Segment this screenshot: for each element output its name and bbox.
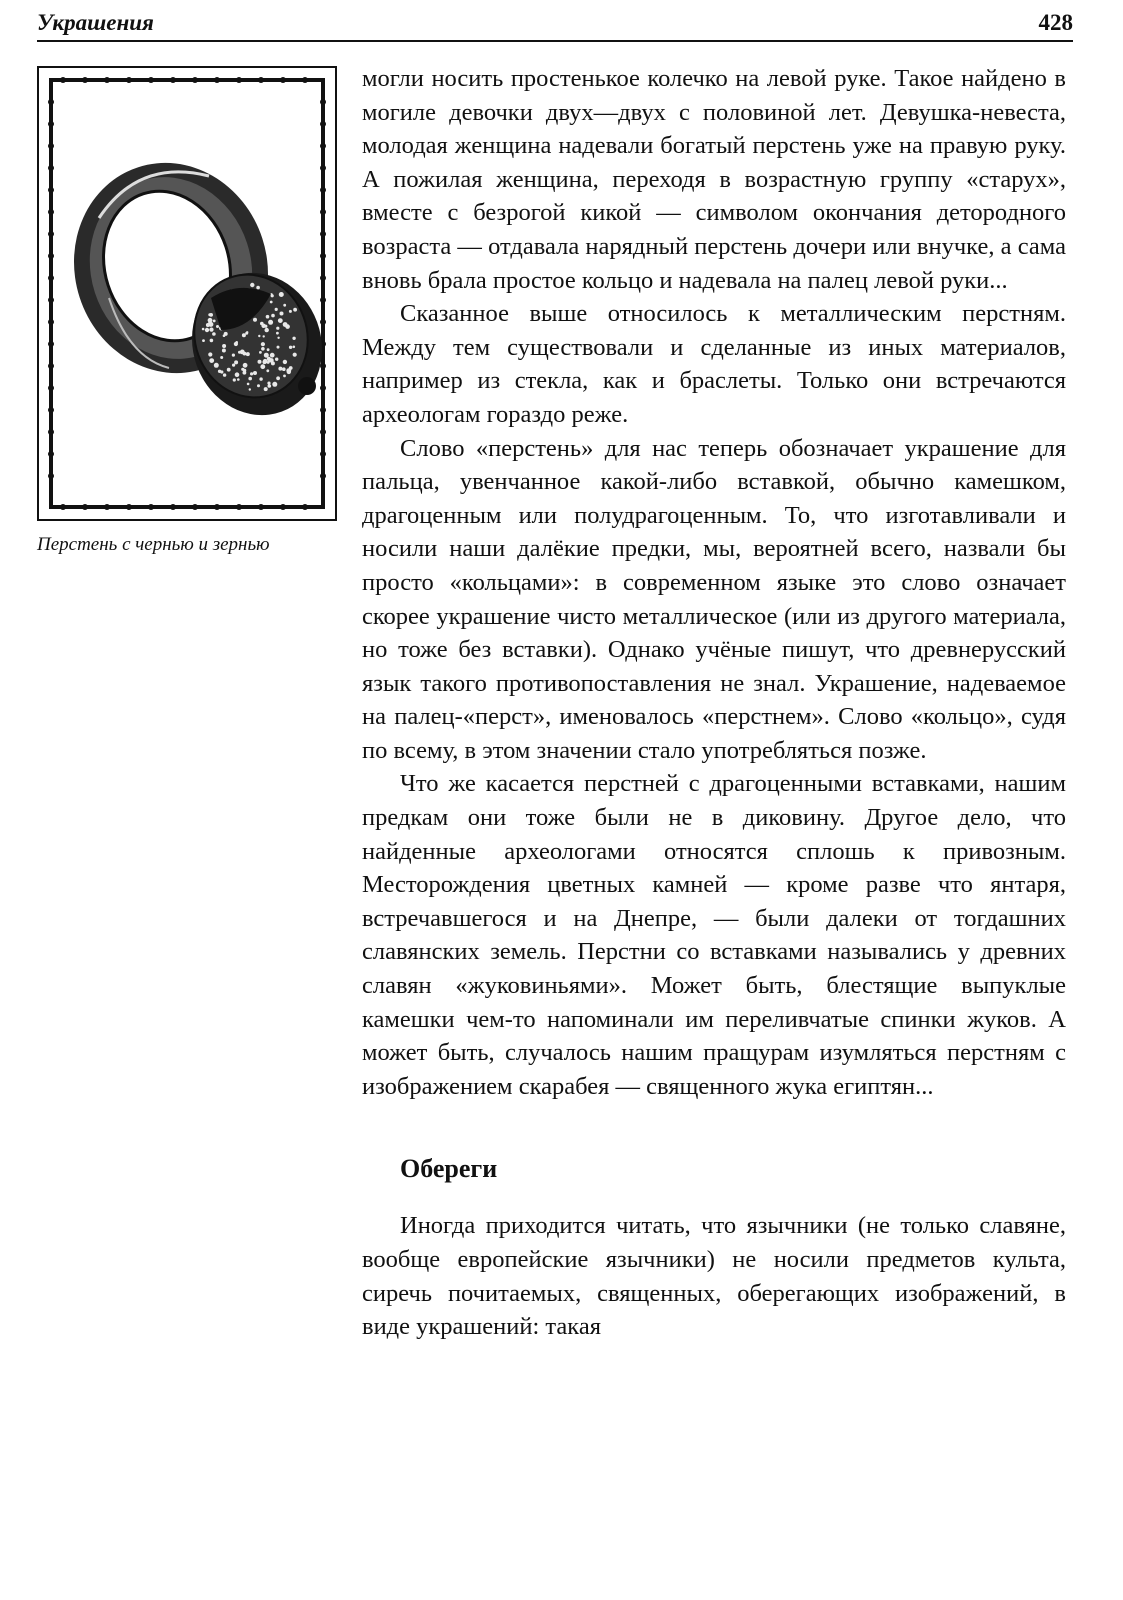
running-header (37, 6, 1073, 42)
ring-figure (37, 66, 337, 521)
section-heading: Обереги (400, 1154, 498, 1184)
ring-illustration-icon (39, 68, 335, 519)
paragraph-1: могли носить простенькое колечко на левой руке. Такое найдено в могиле девочки двух—двух с половиной лет. Девушка-невеста, молодая женщина надевали богатый перстень уже на правую руку. А пожилая женщина, переходя в возрастную группу «старух», вместе с безрогой кикой — символом окончания детородного возраста — отдавала нарядный перстень дочери или внучке, а сама вновь брала простое кольцо и надевала на палец левой руки... (362, 65, 1066, 294)
paragraph-4: Что же касается перстней с драгоценными вставками, нашим предкам они тоже были не в диковину. Другое дело, что найденные археологами относятся сплошь к привозным. Месторождения цветных камней — кроме разве что янтаря, встречавшегося и на Днепре, — были далеки от тогдашних славянских земель. Перстни со вставками назывались у древних славян «жуковиньями». Может быть, блестящие выпуклые камешки чем-то напоминали им переливчатые спинки жуков. А может быть, случалось нашим пращурам изумляться перстням с изображением скарабея — священного жука египтян... (362, 770, 1066, 1100)
section-paragraph: Иногда приходится читать, что язычники (не только славяне, вообще европейские язычники) не носили предметов культа, сиречь почитаемых, священных, оберегающих изображений, в виде украшений: такая (362, 1212, 1066, 1341)
paragraph-3: Слово «перстень» для нас теперь обозначает украшение для пальца, увенчанное какой-либо вставкой, обычно камешком, драгоценным или полудрагоценным. То, что изготавливали и носили наши далёкие предки, мы, вероятней всего, назвали бы просто «кольцами»: в современном языке это слово означает скорее украшение чисто металлическое (или из другого материала, но тоже без вставки). Однако учёные пишут, что древнерусский язык такого противопоставления не знал. Украшение, надеваемое на палец-«перст», именовалось «перстнем». Слово «кольцо», судя по всему, в этом значении стало употребляться позже. (362, 434, 1066, 764)
running-title: Украшения (37, 10, 154, 35)
figure-caption: Перстень с чернью и зернью (37, 534, 270, 555)
paragraph-2: Сказанное выше относилось к металлическим перстням. Между тем существовали и сделанные из иных материалов, например из стекла, как и браслеты. Только они встречаются археологам гораздо реже. (362, 300, 1066, 428)
body-text (362, 62, 1066, 1344)
page-number: 428 (1038, 10, 1073, 35)
